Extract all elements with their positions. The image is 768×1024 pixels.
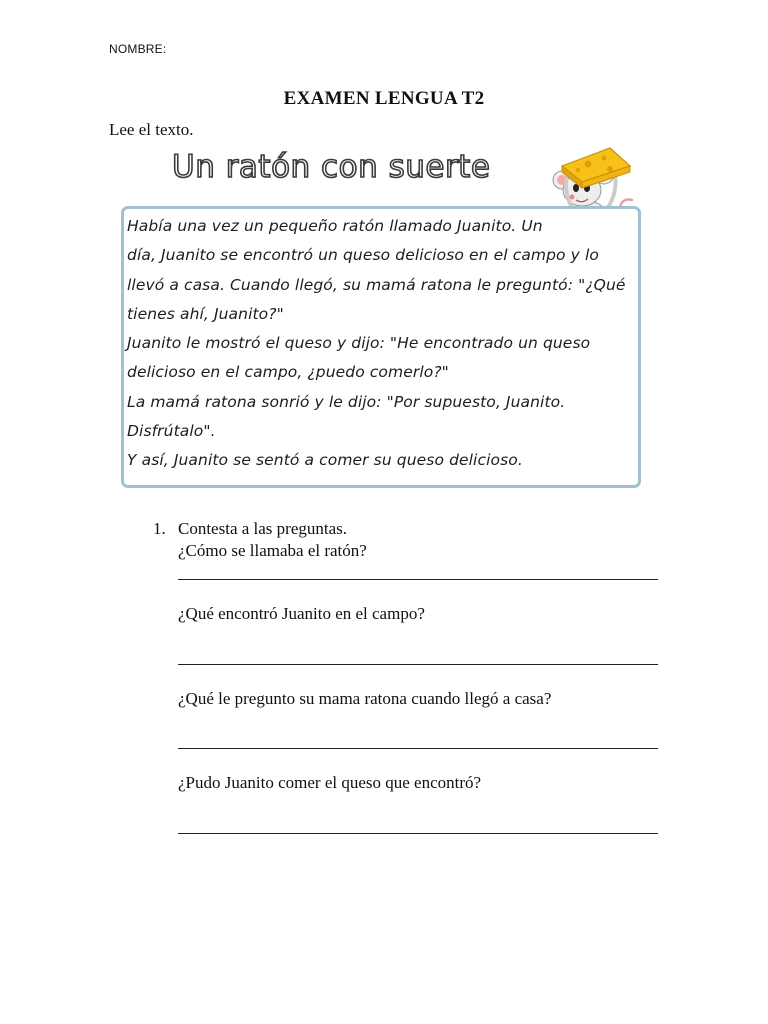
story-line: llevó a casa. Cuando llegó, su mamá ratona le preguntó: "¿Qué bbox=[127, 275, 626, 294]
question-1: ¿Cómo se llamaba el ratón? bbox=[178, 541, 367, 560]
question-3: ¿Qué le pregunto su mama ratona cuando llegó a casa? bbox=[178, 689, 552, 708]
story-line: delicioso en el campo, ¿puedo comerlo?" bbox=[127, 363, 449, 382]
question-2: ¿Qué encontró Juanito en el campo? bbox=[178, 604, 425, 623]
answer-line-1[interactable] bbox=[178, 579, 658, 580]
story-line: Disfrútalo". bbox=[127, 422, 216, 441]
story-line: Había una vez un pequeño ratón llamado Juanito. Un bbox=[127, 217, 543, 235]
answer-line-2[interactable] bbox=[178, 664, 658, 665]
exercise-instruction: Contesta a las preguntas. bbox=[178, 519, 348, 538]
question-4: ¿Pudo Juanito comer el queso que encontró? bbox=[178, 773, 482, 792]
answer-line-3[interactable] bbox=[178, 748, 658, 749]
exercise-number: 1. bbox=[153, 519, 166, 538]
answer-line-4[interactable] bbox=[178, 833, 658, 834]
story-line: Y así, Juanito se sentó a comer su queso delicioso. bbox=[127, 451, 523, 470]
story-line: La mamá ratona sonrió y le dijo: "Por supuesto, Juanito. bbox=[127, 392, 566, 411]
story-line: tienes ahí, Juanito?" bbox=[127, 304, 284, 323]
exam-title: EXAMEN LENGUA T2 bbox=[283, 88, 485, 109]
story-line: día, Juanito se encontró un queso delicioso en el campo y lo bbox=[127, 246, 599, 265]
story-title: Un ratón con suerte bbox=[172, 149, 491, 185]
reading-instruction: Lee el texto. bbox=[109, 120, 194, 139]
story-text bbox=[127, 212, 635, 476]
story-line: Juanito le mostró el queso y dijo: "He encontrado un queso bbox=[127, 334, 591, 353]
name-label: NOMBRE: bbox=[109, 42, 167, 56]
